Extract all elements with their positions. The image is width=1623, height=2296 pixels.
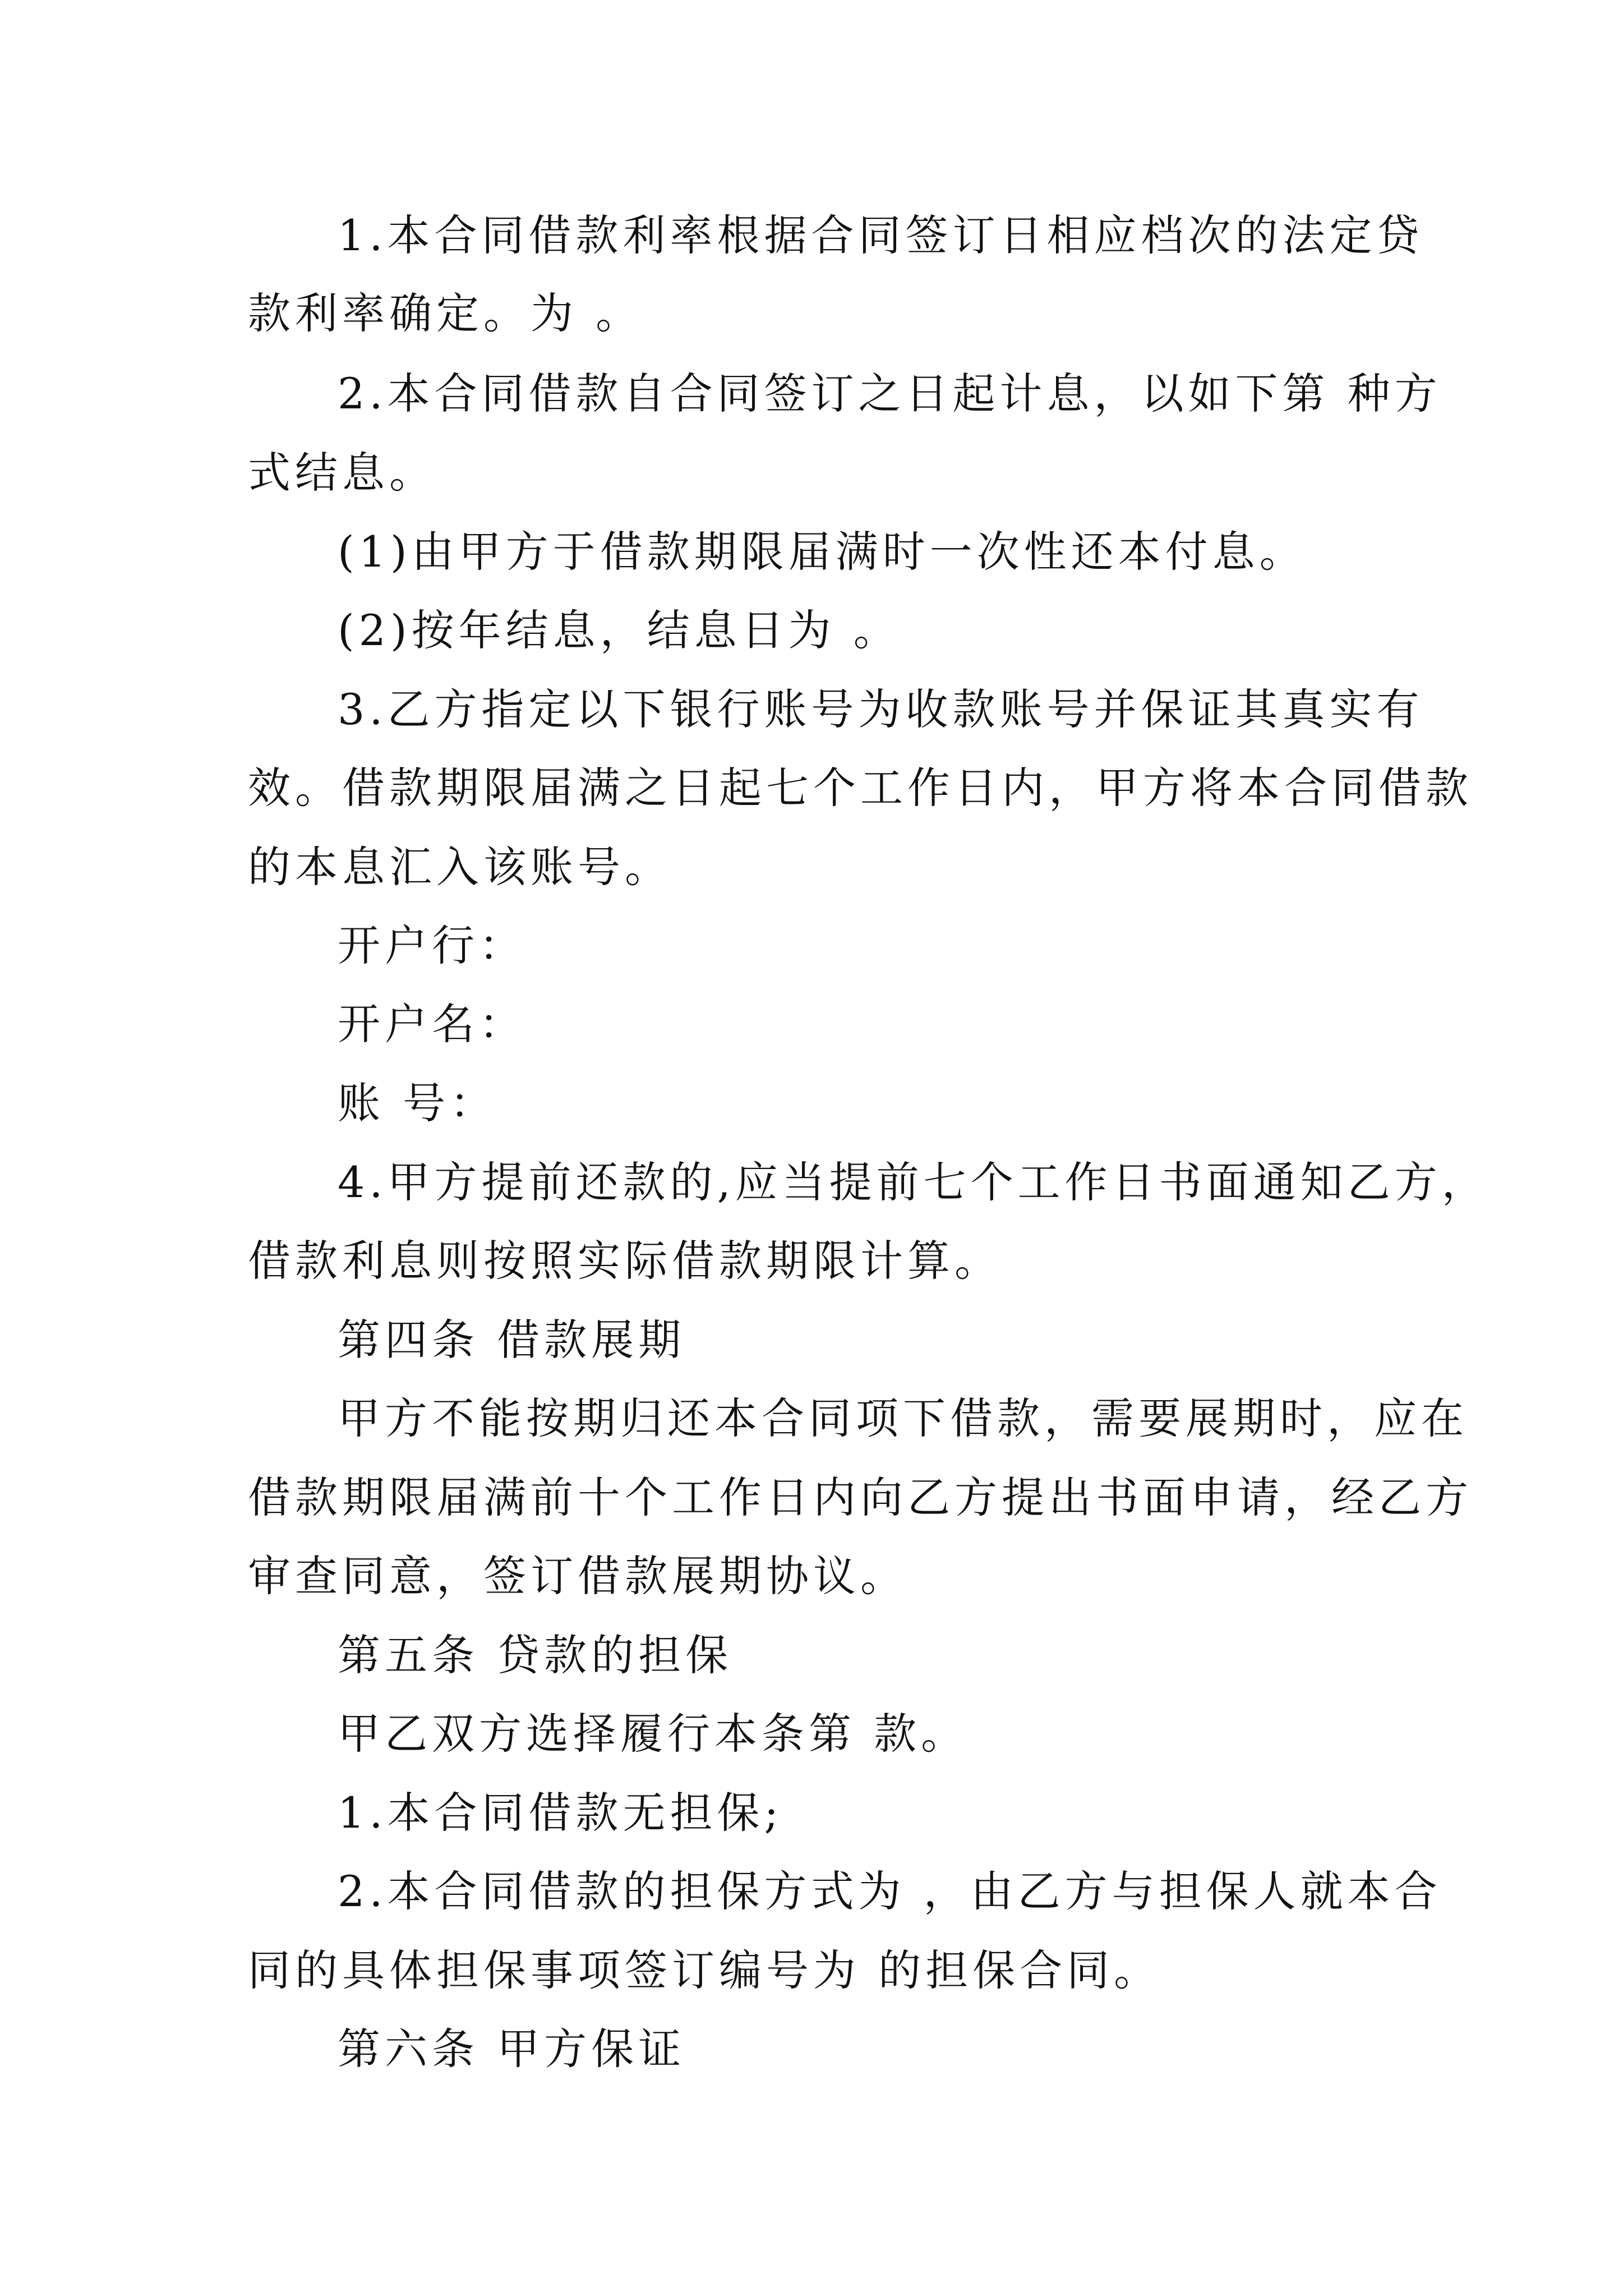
text-line-11: 开户名：	[338, 999, 526, 1049]
text-line-5: (1)由甲方于借款期限届满时一次性还本付息。	[338, 527, 1307, 577]
text-line-9: 的本息汇入该账号。	[248, 842, 672, 892]
text-line-18: 审查同意，签订借款展期协议。	[248, 1551, 907, 1601]
text-line-4: 式结息。	[248, 448, 436, 498]
text-line-8: 效。借款期限届满之日起七个工作日内，甲方将本合同借款	[248, 763, 1473, 813]
text-line-3: 2.本合同借款自合同签订之日起计息，以如下第 种方	[338, 369, 1442, 418]
text-line-1: 1.本合同借款利率根据合同签订日相应档次的法定贷	[338, 210, 1424, 260]
text-line-2: 款利率确定。为 。	[248, 288, 643, 338]
text-line-15: 第四条 借款展期	[338, 1315, 686, 1365]
text-line-23: 同的具体担保事项签订编号为 的担保合同。	[248, 1945, 1161, 1995]
text-line-14: 借款利息则按照实际借款期限计算。	[248, 1236, 1002, 1286]
text-line-24: 第六条 甲方保证	[338, 2024, 686, 2074]
text-line-21: 1.本合同借款无担保;	[338, 1788, 783, 1838]
text-line-22: 2.本合同借款的担保方式为 ，由乙方与担保人就本合	[338, 1866, 1442, 1916]
text-line-10: 开户行：	[338, 921, 526, 970]
text-line-16: 甲方不能按期归还本合同项下借款，需要展期时，应在	[338, 1393, 1468, 1443]
text-line-12: 账 号：	[338, 1078, 497, 1128]
text-line-19: 第五条 贷款的担保	[338, 1630, 733, 1680]
text-line-13: 4.甲方提前还款的,应当提前七个工作日书面通知乙方，	[338, 1157, 1489, 1207]
text-line-20: 甲乙双方选择履行本条第 款。	[338, 1709, 969, 1759]
text-line-17: 借款期限届满前十个工作日内向乙方提出书面申请，经乙方	[248, 1473, 1473, 1522]
text-line-6: (2)按年结息，结息日为 。	[338, 605, 901, 655]
text-line-7: 3.乙方指定以下银行账号为收款账号并保证其真实有	[338, 684, 1424, 734]
